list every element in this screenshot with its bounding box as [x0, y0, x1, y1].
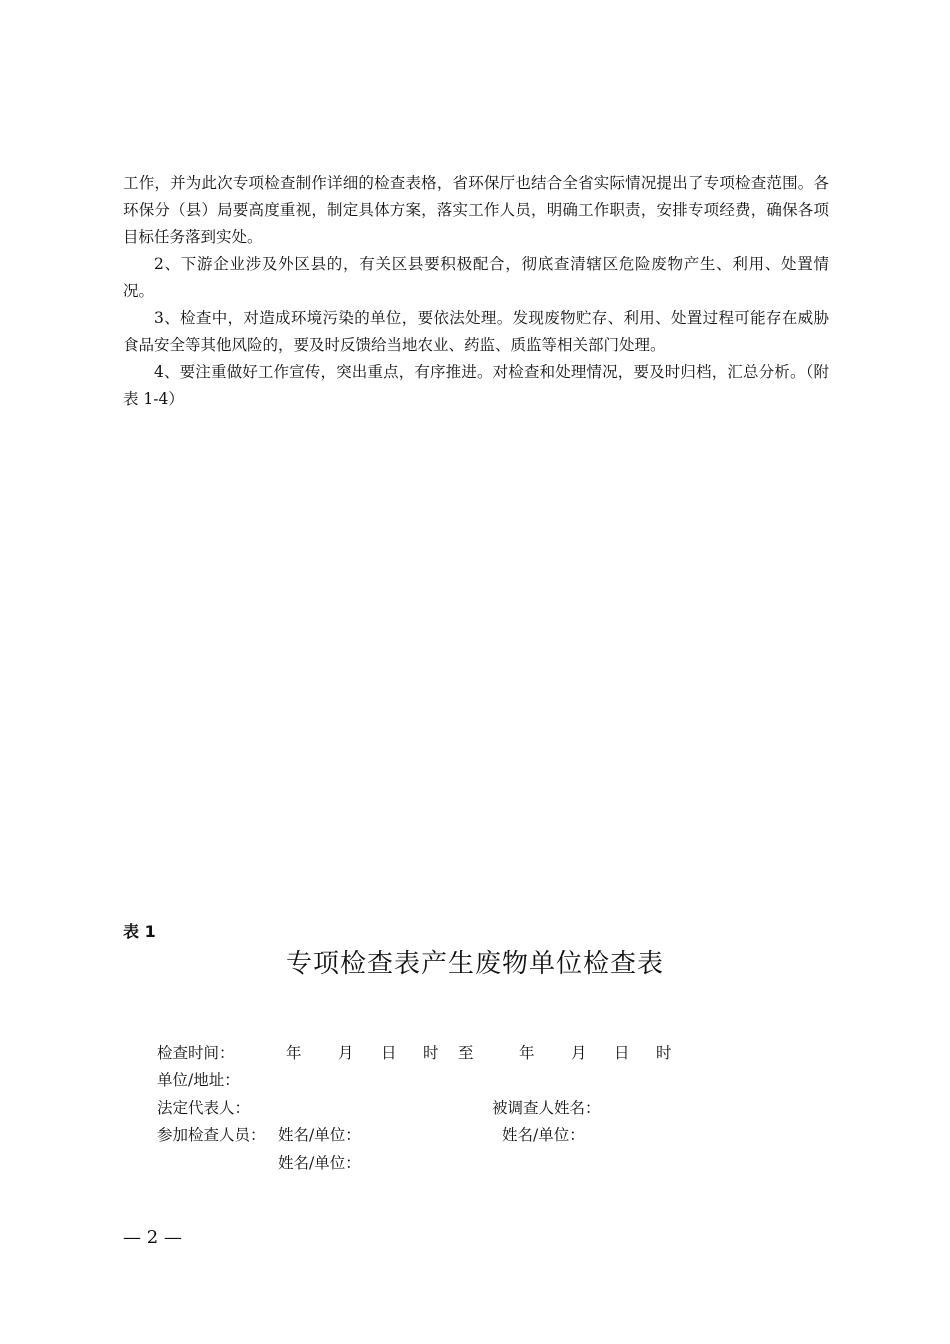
table-label: 表 1: [123, 922, 156, 941]
paragraph-1: 工作，并为此次专项检查制作详细的检查表格，省环保厅也结合全省实际情况提出了专项检查范围。各环保分（县）局要高度重视，制定具体方案，落实工作人员，明确工作职责，安排专项经费，确保各项目标任务落到实处。: [123, 174, 829, 246]
name-unit-field-2: 姓名/单位：: [502, 1126, 585, 1144]
respondent-name-label: 被调查人姓名：: [492, 1099, 601, 1117]
table-title: 专项检查表产生废物单位检查表: [285, 949, 664, 979]
participants-label: 参加检查人员：: [157, 1126, 266, 1144]
day-1: 日: [381, 1044, 397, 1062]
day-2: 日: [614, 1044, 630, 1062]
paragraph-2: 2、下游企业涉及外区县的，有关区县要积极配合，彻底查清辖区危险废物产生、利用、处置情况。: [123, 255, 829, 300]
month-2: 月: [571, 1044, 587, 1062]
hour-2: 时: [656, 1044, 672, 1062]
paragraph-3: 3、检查中，对造成环境污染的单位，要依法处理。发现废物贮存、利用、处置过程可能存在威胁食品安全等其他风险的，要及时反馈给当地农业、药监、质监等相关部门处理。: [123, 309, 829, 354]
year-2: 年: [519, 1044, 535, 1062]
paragraph-4: 4、要注重做好工作宣传，突出重点，有序推进。对检查和处理情况，要及时归档，汇总分析。（附表 1-4）: [123, 363, 829, 408]
name-unit-field-3: 姓名/单位：: [278, 1154, 361, 1172]
page-number: — 2 —: [123, 1227, 182, 1248]
inspection-time-label: 检查时间：: [157, 1044, 235, 1062]
hour-1: 时: [423, 1044, 439, 1062]
year-1: 年: [286, 1044, 302, 1062]
to-label: 至: [458, 1044, 474, 1062]
unit-address-label: 单位/地址：: [157, 1071, 240, 1089]
name-unit-field-1: 姓名/单位：: [278, 1126, 361, 1144]
legal-representative-label: 法定代表人：: [157, 1099, 251, 1117]
month-1: 月: [338, 1044, 354, 1062]
